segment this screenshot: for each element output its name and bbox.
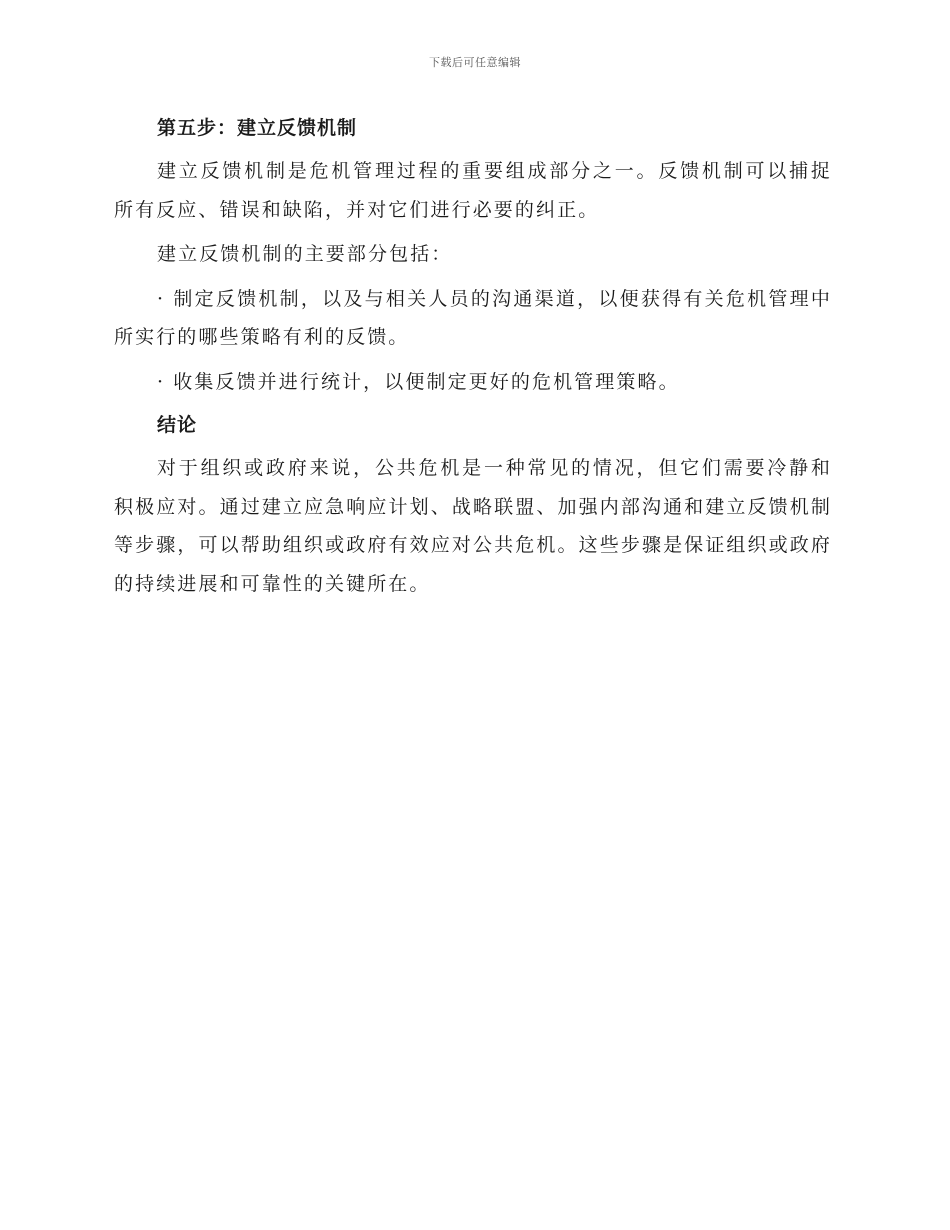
- header-note: 下载后可任意编辑: [429, 56, 521, 69]
- bullet-item-1: · 制定反馈机制，以及与相关人员的沟通渠道，以便获得有关危机管理中所实行的哪些策略有利的反馈。: [114, 287, 832, 348]
- paragraph-step5-components: 建立反馈机制的主要部分包括：: [157, 243, 453, 265]
- paragraph-conclusion: 对于组织或政府来说，公共危机是一种常见的情况，但它们需要冷静和积极应对。通过建立应急响应计划、战略联盟、加强内部沟通和建立反馈机制等步骤，可以帮助组织或政府有效应对公共危机。这些步骤是保证组织或政府的持续进展和可靠性的关键所在。: [114, 457, 832, 595]
- section-heading-step5: 第五步：建立反馈机制: [157, 117, 358, 139]
- document-body: [114, 112, 832, 603]
- bullet-item-2: · 收集反馈并进行统计，以便制定更好的危机管理策略。: [157, 370, 680, 393]
- section-heading-conclusion: 结论: [157, 414, 198, 436]
- paragraph-step5-intro: 建立反馈机制是危机管理过程的重要组成部分之一。反馈机制可以捕捉所有反应、错误和缺陷，并对它们进行必要的纠正。: [114, 160, 832, 221]
